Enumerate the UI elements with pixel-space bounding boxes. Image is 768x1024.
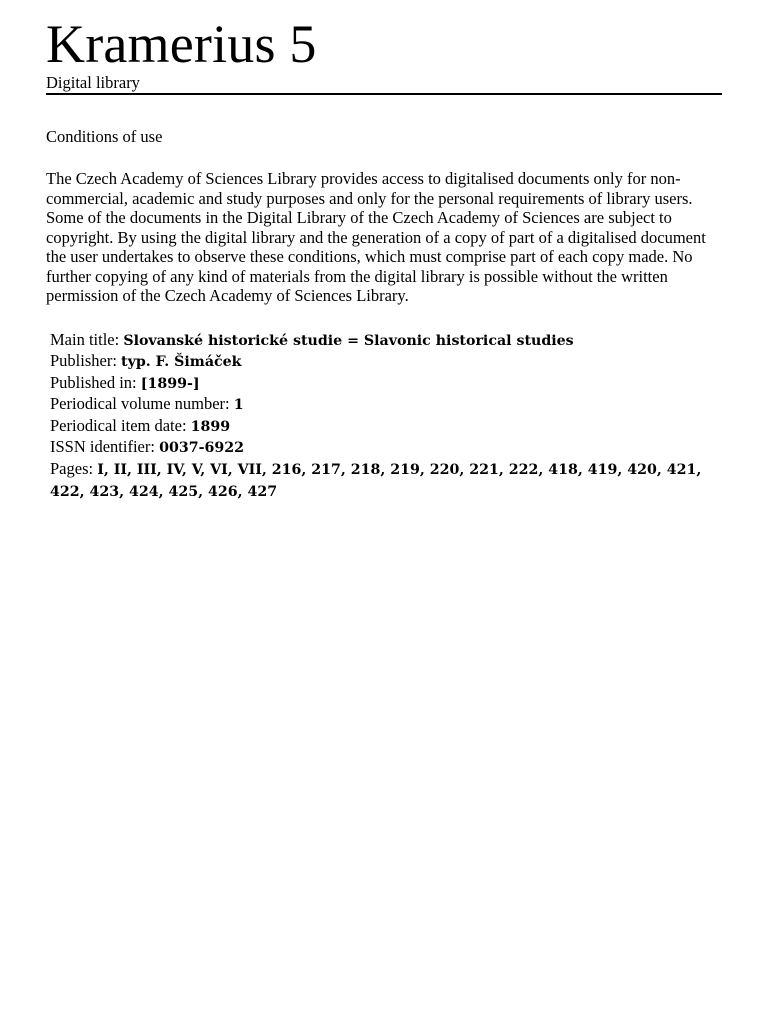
- header-divider: [46, 93, 722, 95]
- metadata-value: [1899-]: [140, 375, 200, 392]
- conditions-text: The Czech Academy of Sciences Library provides access to digitalised documents only for non-commercial, academic and study purposes and only for the personal requirements of library users. Some of the documents in the Digital Library of the Czech Academy of Sciences are subject to copyright. By using the digital library and the generation of a copy of part of a digitalised document the user undertakes to observe these conditions, which must comprise part of each copy made. No further copying of any kind of materials from the digital library is possible without the written permission of the Czech Academy of Sciences Library.: [46, 169, 706, 305]
- metadata-label: Publisher:: [50, 351, 122, 371]
- metadata-label: Periodical item date:: [50, 415, 191, 435]
- metadata-label: Pages:: [50, 459, 98, 479]
- metadata-row-publisher: [50, 351, 722, 373]
- metadata-value: I, II, III, IV, V, VI, VII, 216, 217, 218, 219, 220, 221, 222, 418, 419, 420, 421, 422, 423, 424, 425, 426, 427: [50, 462, 702, 500]
- conditions-heading: Conditions of use: [46, 127, 163, 146]
- metadata-row-volume-number: [50, 394, 722, 416]
- metadata-list: [50, 330, 722, 503]
- metadata-value: Slovanské historické studie = Slavonic historical studies: [123, 332, 574, 349]
- document-page: [46, 14, 722, 502]
- metadata-value: 1899: [190, 418, 231, 435]
- metadata-label: ISSN identifier:: [50, 437, 160, 457]
- metadata-value: 0037-6922: [159, 440, 244, 457]
- metadata-row-main-title: [50, 330, 722, 352]
- metadata-label: Main title:: [50, 329, 124, 349]
- page-title: Kramerius 5: [46, 14, 317, 74]
- metadata-value: typ. F. Šimáček: [121, 354, 242, 371]
- metadata-value: 1: [233, 397, 244, 414]
- metadata-row-item-date: [50, 416, 722, 438]
- metadata-label: Periodical volume number:: [50, 394, 234, 414]
- metadata-row-pages: [50, 459, 722, 502]
- metadata-row-issn: [50, 437, 722, 459]
- metadata-label: Published in:: [50, 372, 141, 392]
- metadata-row-published-in: [50, 373, 722, 395]
- page-subtitle: Digital library: [46, 73, 140, 92]
